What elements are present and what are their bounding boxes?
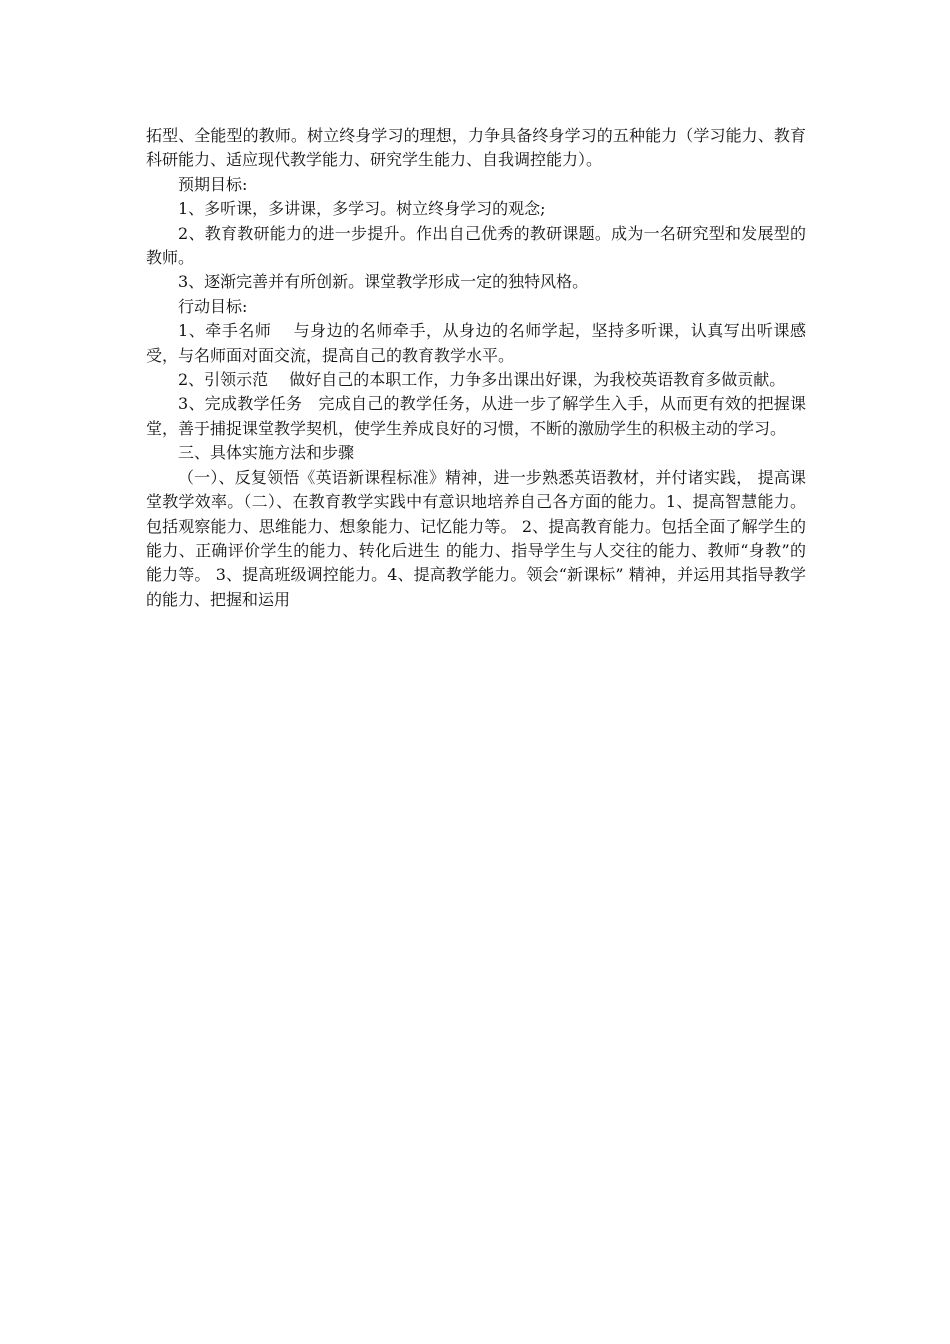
paragraph-intro-continued: 拓型、全能型的教师。树立终身学习的理想，力争具备终身学习的五种能力（学习能力、教育科研能力、适应现代教学能力、研究学生能力、自我调控能力）。 <box>146 126 806 170</box>
action-goal-1: 1、牵手名师 与身边的名师牵手，从身边的名师学起，坚持多听课，认真写出听课感受，与名师面对面交流，提高自己的教育教学水平。 <box>146 321 806 365</box>
heading-section-three: 三、具体实施方法和步骤 <box>178 443 355 463</box>
expected-goal-3: 3、逐渐完善并有所创新。课堂教学形成一定的独特风格。 <box>178 272 589 292</box>
expected-goal-2: 2、教育教研能力的进一步提升。作出自己优秀的教研课题。成为一名研究型和发展型的教师。 <box>146 223 806 268</box>
heading-action-goals: 行动目标: <box>178 296 248 316</box>
expected-goal-1: 1、多听课，多讲课，多学习。树立终身学习的观念; <box>178 199 546 219</box>
document-page <box>146 124 806 612</box>
heading-expected-goals: 预期目标: <box>178 174 248 194</box>
action-goal-3: 3、完成教学任务 完成自己的教学任务，从进一步了解学生入手，从而更有效的把握课堂，善于捕捉课堂教学契机，使学生养成良好的习惯，不断的激励学生的积极主动的学习。 <box>146 394 806 438</box>
action-goal-2: 2、引领示范 做好自己的本职工作，力争多出课出好课，为我校英语教育多做贡献。 <box>178 370 786 390</box>
paragraph-methods-steps: （一）、反复领悟《英语新课程标准》精神，进一步熟悉英语教材，并付诸实践， 提高课堂教学效率。（二）、在教育教学实践中有意识地培养自己各方面的能力。1、提高智慧能力。包括观察能力、思维能力、想象能力、记忆能力等。 2、提高教育能力。包括全面了解学生的能力、正确评价学生的能力、转化后进生 的能力、指导学生与人交往的能力、教师“身教”的能力等。 3、提高班级调控能力。4、提高教学能力。领会“新课标” 精神，并运用其指导教学的能力、把握和运用 <box>146 467 806 609</box>
